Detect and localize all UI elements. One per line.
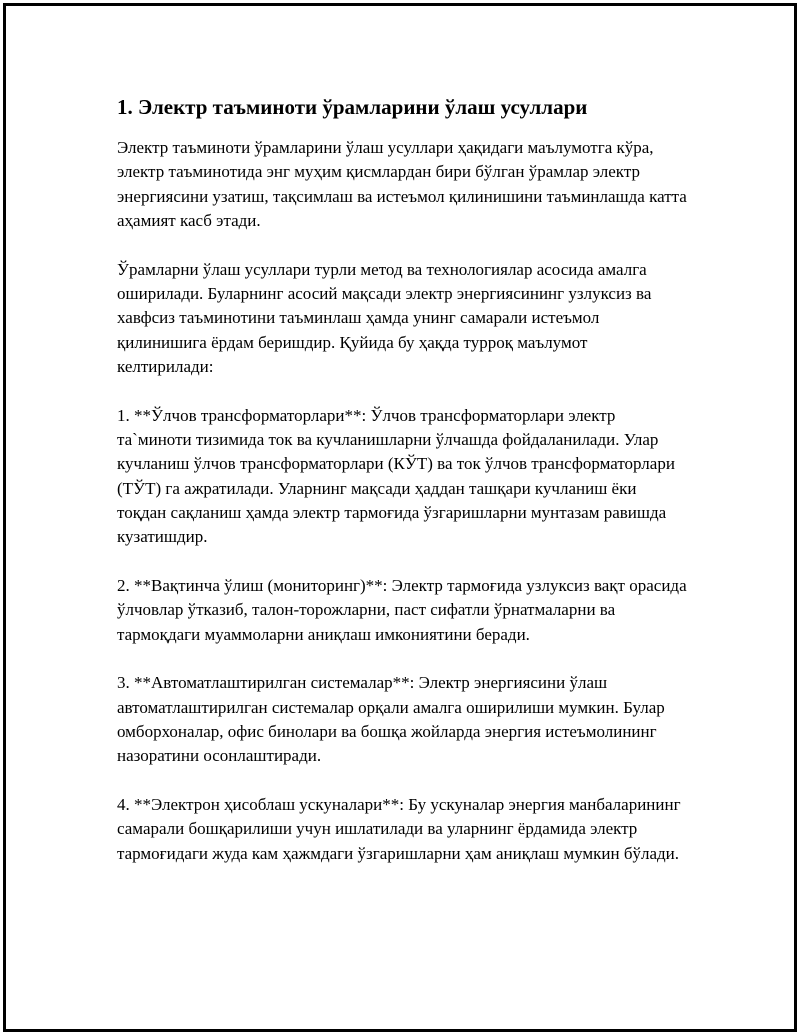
list-item-monitoring: 2. **Вақтинча ўлиш (мониторинг)**: Электр тармоғида узлуксиз вақт орасида ўлчовлар ўтказиб, талон-торожларни, паст сифатли ўрнатмаларни ва тармоқдаги муаммоларни аниқлаш имкониятини беради. [117,575,687,644]
list-item-electronic-metering: 4. **Электрон ҳисоблаш ускуналари**: Бу ускуналар энергия манбаларининг самарали бошқарилиши учун ишлатилади ва уларнинг ёрдамида электр тармоғидаги жуда кам ҳажмдаги ўзгаришларни ҳам аниқлаш мумкин бўлади. [117,795,681,863]
intro-paragraph: Электр таъминоти ўрамларини ўлаш усуллари ҳақидаги маълумотга кўра, электр таъминотида энг муҳим қисмлардан бири бўлган ўрамлар электр энергиясини узатиш, тақсимлаш ва истеъмол қилинишини таъминлашда катта аҳамият касб этади. [117,138,687,230]
document-title: 1. Электр таъминоти ўрамларини ўлаш усуллари [117,95,588,119]
list-item-automated-systems: 3. **Автоматлаштирилган системалар**: Электр энергиясини ўлаш автоматлаштирилган системалар орқали амалга оширилиши мумкин. Булар омборхоналар, офис бинолари ва бошқа жойларда энергия истеъмолининг назоратини осонлаштиради. [117,673,665,766]
methods-paragraph: Ўрамларни ўлаш усуллари турли метод ва технологиялар асосида амалга оширилади. Буларнинг асосий мақсади электр энергиясининг узлуксиз ва хавфсиз таъминотини таъминлаш ҳамда унинг самарали истеъмол қилинишига ёрдам беришдир. Қуйида бу ҳақда турроқ маълумот келтирилади: [117,259,652,376]
list-item-measurement-transformers: 1. **Ўлчов трансформаторлари**: Ўлчов трансформаторлари электр та`миноти тизимида ток ва кучланишларни ўлчашда фойдаланилади. Улар кучланиш ўлчов трансформаторлари (КЎТ) ва ток ўлчов трансформаторлари (ТЎТ) га ажратилади. Уларнинг мақсади ҳаддан ташқари кучланиш ёки тоқдан сақланиш ҳамда электр тармоғида ўзгаришларни мунтазам равишда кузатишдир. [117,405,675,547]
document-body [117,92,687,890]
